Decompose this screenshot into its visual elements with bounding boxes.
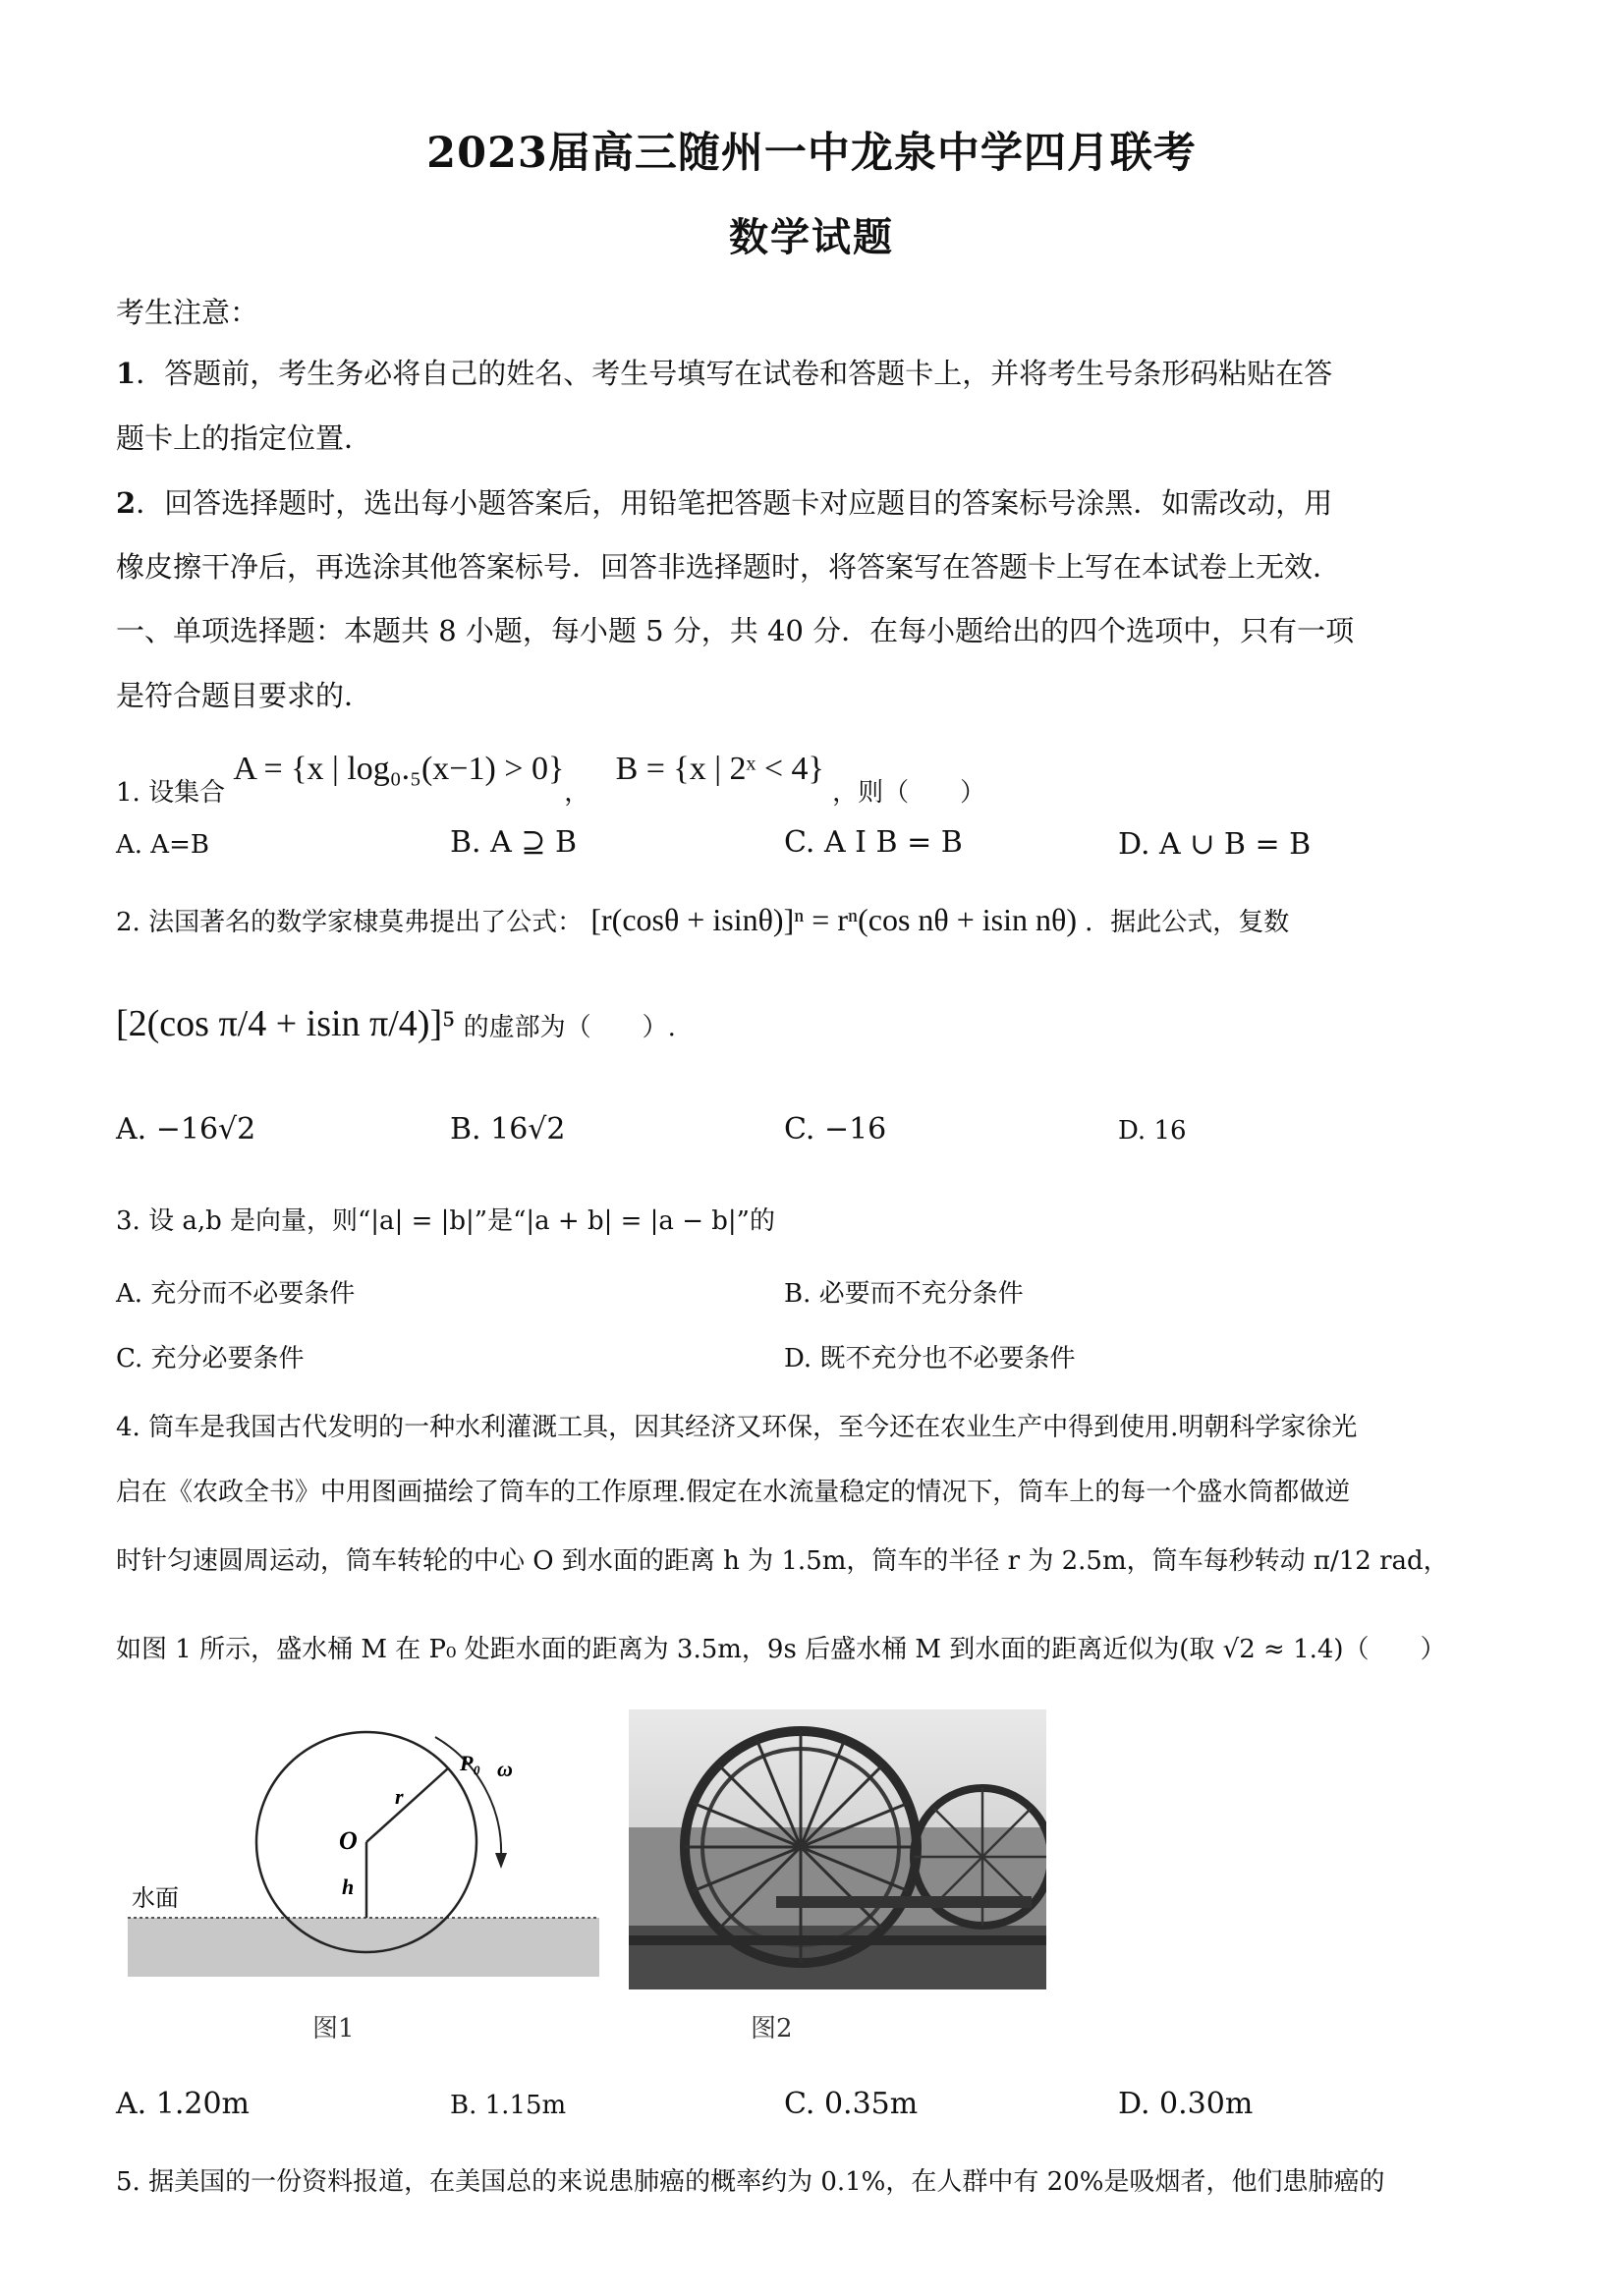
q4-option-d: D. 0.30m [1118, 2087, 1254, 2121]
exam-subtitle: 数学试题 [729, 214, 894, 260]
figure-2-photo [629, 1709, 1046, 1989]
radius-segment [366, 1768, 448, 1842]
question-1: 1. 设集合 A = {x | log₀.₅(x−1) > 0}， B = {x | 2ˣ < 4} ，则（ ） [116, 751, 986, 808]
q2-complex-expression: [2(cos π/4 + isin π/4)]⁵ [116, 1003, 456, 1044]
label-p0: P₀ [460, 1751, 481, 1775]
q4-option-c: C. 0.35m [784, 2087, 919, 2121]
q4-option-b: B. 1.15m [450, 2091, 567, 2120]
question-4-line-4: 如图 1 所示，盛水桶 M 在 P₀ 处距水面的距离为 3.5m，9s 后盛水桶 M 到水面的距离近似为(取 √2 ≈ 1.4)（ ） [116, 1635, 1446, 1664]
question-4-line-2: 启在《农政全书》中用图画描绘了筒车的工作原理.假定在水流量稳定的情况下，筒车上的每一个盛水筒都做逆 [116, 1478, 1351, 1507]
notice-item-2-number: 2 [116, 486, 137, 520]
q1-option-b: B. A ⊇ B [450, 825, 578, 860]
q2-de-moivre-formula: [r(cosθ + isinθ)]ⁿ = rⁿ(cos nθ + isin nθ) [590, 902, 1077, 937]
q1-set-b: B = {x | 2ˣ < 4} [615, 751, 824, 787]
q2-option-b: B. 16√2 [450, 1112, 566, 1147]
rotation-arrow-head [495, 1853, 507, 1869]
q2-option-c: C. −16 [784, 1112, 887, 1147]
section1-heading-line-2: 是符合题目要求的． [116, 679, 373, 712]
notice-heading: 考生注意： [116, 296, 259, 329]
notice-item-2-text: ．回答选择题时，选出每小题答案后，用铅笔把答题卡对应题目的答案标号涂黑．如需改动，用 [136, 486, 1333, 520]
question-2-line-1 [116, 902, 1521, 938]
q3-option-a: A. 充分而不必要条件 [116, 1279, 356, 1309]
q2-text-2: ．据此公式，复数 [1085, 908, 1290, 937]
section1-heading-line-1: 一、单项选择题：本题共 8 小题，每小题 5 分，共 40 分．在每小题给出的四个选项中，只有一项 [116, 614, 1355, 647]
q2-text-1: 2. 法国著名的数学家棣莫弗提出了公式： [116, 908, 584, 937]
q2-option-d: D. 16 [1118, 1116, 1187, 1146]
label-h: h [342, 1875, 355, 1899]
exam-title: 2023届高三随州一中龙泉中学四月联考 [426, 129, 1197, 178]
question-5-line-1: 5. 据美国的一份资料报道，在美国总的来说患肺癌的概率约为 0.1%，在人群中有 20%是吸烟者，他们患肺癌的 [116, 2167, 1385, 2197]
label-center-o: O [339, 1826, 358, 1855]
question-4-line-3: 时针匀速圆周运动，筒车转轮的中心 O 到水面的距离 h 为 1.5m，筒车的半径 r 为 2.5m，筒车每秒转动 π/12 rad， [116, 1546, 1449, 1576]
figure-1-diagram [116, 1709, 617, 1994]
notice-item-1-number: 1 [116, 357, 137, 390]
label-r: r [395, 1784, 404, 1809]
q1-suffix: ，则（ ） [832, 778, 986, 808]
q4-option-a: A. 1.20m [116, 2087, 250, 2121]
notice-item-1-text: ．答题前，考生务必将自己的姓名、考生号填写在试卷和答题卡上，并将考生号条形码粘贴在答 [136, 357, 1333, 390]
q1-set-a: A = {x | log₀.₅(x−1) > 0} [233, 751, 565, 787]
q1-option-d: D. A ∪ B = B [1118, 827, 1312, 862]
figure-2-caption: 图2 [751, 2014, 793, 2044]
notice-item-2-line-1 [116, 481, 1521, 522]
question-2-line-2 [116, 1002, 1521, 1045]
q3-option-c: C. 充分必要条件 [116, 1344, 305, 1373]
question-4-line-1: 4. 筒车是我国古代发明的一种水利灌溉工具，因其经济又环保，至今还在农业生产中得到使用.明朝科学家徐光 [116, 1413, 1358, 1442]
q3-option-b: B. 必要而不充分条件 [784, 1279, 1024, 1309]
label-water-surface: 水面 [132, 1884, 179, 1912]
q1-option-c: C. A I B = B [784, 825, 963, 860]
q1-prefix: 1. 设集合 [116, 778, 226, 808]
q2-text-3: 的虚部为（ ）. [463, 1013, 676, 1042]
figure-1-caption: 图1 [312, 2014, 355, 2044]
water-body [128, 1918, 599, 1977]
label-omega: ω [497, 1757, 513, 1781]
notice-item-1-line-1 [116, 352, 1521, 392]
q3-option-d: D. 既不充分也不必要条件 [784, 1344, 1076, 1373]
notice-item-1-line-2: 题卡上的指定位置． [116, 421, 373, 455]
question-3: 3. 设 a,b 是向量，则“|a| = |b|”是“|a + b| = |a − b|”的 [116, 1206, 775, 1236]
q2-option-a: A. −16√2 [116, 1112, 256, 1147]
notice-item-2-line-2: 橡皮擦干净后，再选涂其他答案标号．回答非选择题时，将答案写在答题卡上写在本试卷上无效． [116, 550, 1342, 584]
q1-option-a: A. A=B [116, 830, 209, 860]
